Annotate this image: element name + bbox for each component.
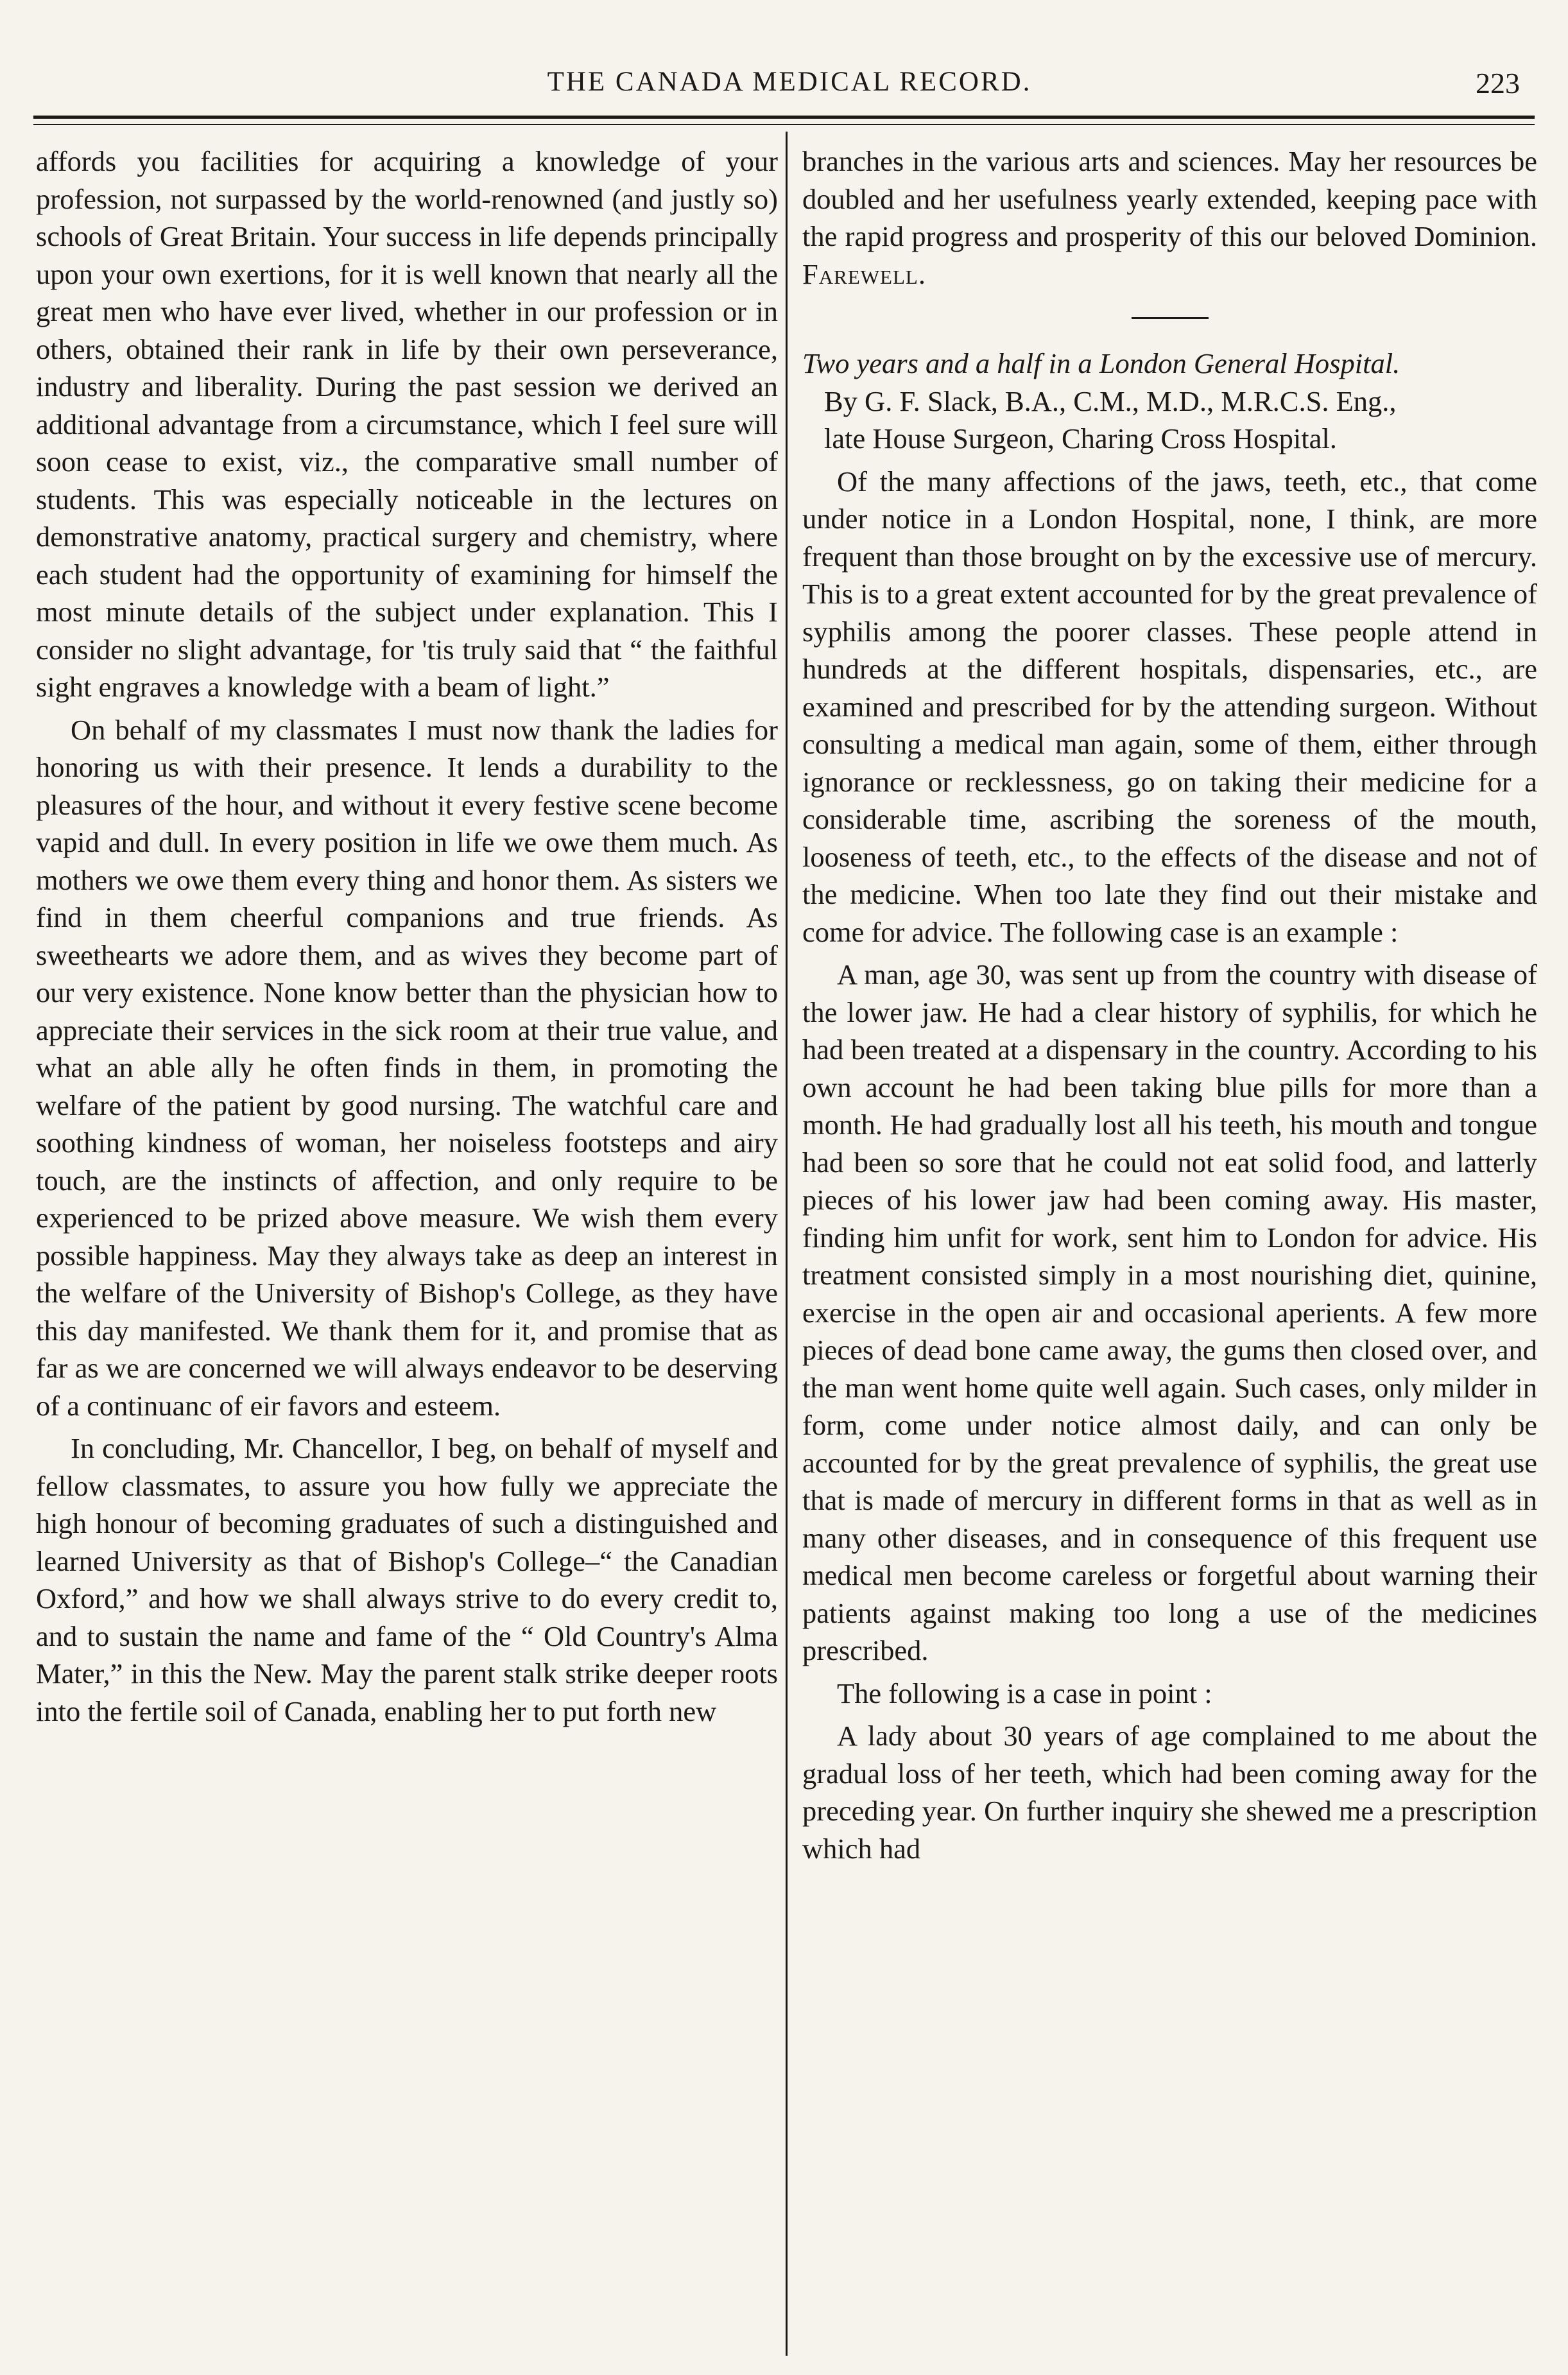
left-paragraph-2: On behalf of my classmates I must now thank the ladies for honoring us with their presence. It lends a durability to the pleasures of the hour, and without it every festive scene become vapid and dull. In every position in life we owe them much. As mothers we owe them every thing and honor them. As sisters we find in them cheerful companions and true friends. As sweethearts we adore them, and as wives they become part of our very existence. None know better than the physician how to appreciate their services in the sick room at their true value, and what an able ally he often finds in them, in promoting the welfare of the patient by good nursing. The watchful care and soothing kindness of woman, her noiseless footsteps and airy touch, are the instincts of affection, and only require to be experienced to be prized above measure. We wish them every possible happiness. May they always take as deep an interest in the welfare of the University of Bishop's College, as they have this day manifested. We thank them for it, and promise that as far as we are concerned we will always endeavor to be deserving of a continuanc of eir favors and esteem. [36, 713, 778, 1422]
byline-author: By G. F. Slack, B.A., C.M., M.D., M.R.C.S. Eng., [824, 384, 1397, 417]
farewell-signoff: Farewell. [802, 257, 926, 290]
continued-text: branches in the various arts and sciences. May her resources be doubled and her usefulness yearly extended, keeping pace with the rapid progress and prosperity of this our beloved Dominion. [802, 145, 1537, 252]
page-number: 223 [1476, 67, 1520, 99]
byline-affiliation: late House Surgeon, Charing Cross Hospital. [824, 422, 1337, 454]
column-divider [786, 132, 788, 2356]
right-paragraph-1: Of the many affections of the jaws, teeth, etc., that come under notice in a London Hospital, none, I think, are more frequent than those brought on by the excessive use of mercury. This is to a great extent accounted for by the great prevalence of syphilis among the poorer classes. These people attend in hundreds at the different hospitals, dispensaries, etc., are examined and prescribed for by the attending surgeon. Without consulting a medical man again, some of them, either through ignorance or recklessness, go on taking their medicine for a considerable time, ascribing the soreness of the mouth, looseness of teeth, etc., to the effects of the disease and not of the medicine. When too late they find out their mistake and come for advice. The following case is an example : [802, 465, 1537, 948]
article-byline [802, 383, 1537, 458]
left-paragraph-1: affords you facilities for acquiring a knowledge of your profession, not surpassed by the world-renowned (and justly so) schools of Great Britain. Your success in life depends principally upon your own exertions, for it is well known that nearly all the great men who have ever lived, whether in our profession or in others, obtained their rank in life by their own perseverance, industry and liberality. During the past session we derived an additional advantage from a circumstance, which I feel sure will soon cease to exist, viz., the comparative small number of students. This was especially noticeable in the lectures on demonstrative anatomy, practical surgery and chemistry, where each student had the opportunity of examining for himself the most minute details of the subject under explanation. This I consider no slight advantage, for 'tis truly said that “ the faithful sight engraves a knowledge with a beam of light.” [36, 145, 778, 703]
left-column [36, 142, 778, 1730]
header-rule-thick [33, 116, 1535, 119]
right-paragraph-4: A lady about 30 years of age complained to me about the gradual loss of her teeth, which had been coming away for the preceding year. On further inquiry she shewed me a prescription which had [802, 1720, 1537, 1865]
header-rule-thin [33, 124, 1535, 125]
right-column [802, 142, 1537, 1867]
right-paragraph-2: A man, age 30, was sent up from the country with disease of the lower jaw. He had a clear history of syphilis, for which he had been treated at a dispensary in the country. According to his own account he had been taking blue pills for more than a month. He had gradually lost all his teeth, his mouth and tongue had been so sore that he could not eat solid food, and latterly pieces of his lower jaw had been coming away. His master, finding him unfit for work, sent him to London for advice. His treatment consisted simply in a most nourishing diet, quinine, exercise in the open air and occasional aperients. A few more pieces of dead bone came away, the gums then closed over, and the man went home quite well again. Such cases, only milder in form, come under notice almost daily, and can only be accounted for by the great prevalence of syphilis, the great use that is made of mercury in different forms in that as well as in many other diseases, and in consequence of this frequent use medical men become careless or forgetful about warning their patients against making too long a use of the medicines prescribed. [802, 958, 1537, 1666]
left-paragraph-3: In concluding, Mr. Chancellor, I beg, on behalf of myself and fellow classmates, to assure you how fully we appreciate the high honour of becoming graduates of such a distinguished and learned University as that of Bishop's College–“ the Canadian Oxford,” and how we shall always strive to do every credit to, and to sustain the name and fame of the “ Old Country's Alma Mater,” in this the New. May the parent stalk strike deeper roots into the fertile soil of Canada, enabling her to put forth new [36, 1432, 778, 1727]
right-paragraph-continued [802, 142, 1537, 293]
right-paragraph-3: The following is a case in point : [837, 1677, 1212, 1709]
page-header [0, 61, 1568, 112]
article-title: Two years and a half in a London General Hospital. [802, 347, 1400, 379]
running-title: THE CANADA MEDICAL RECORD. [547, 67, 1032, 97]
section-separator [1132, 317, 1209, 319]
